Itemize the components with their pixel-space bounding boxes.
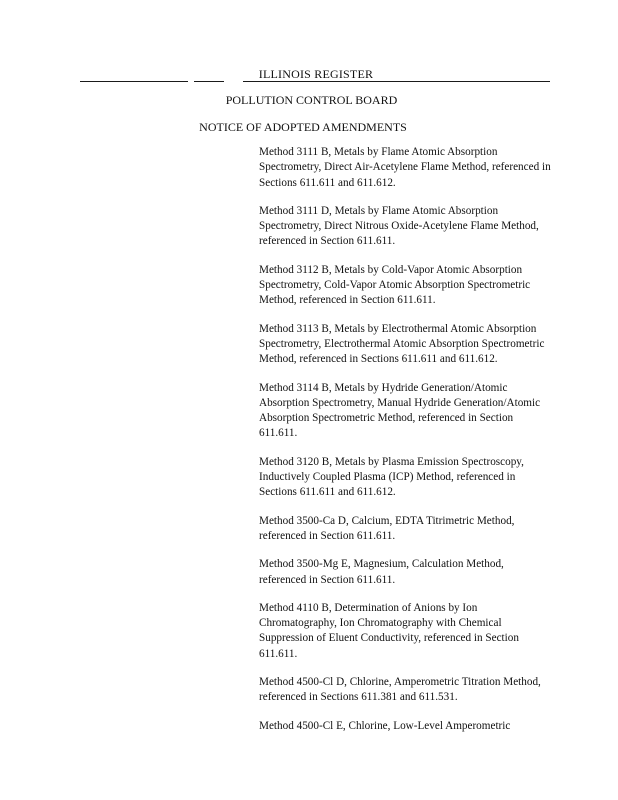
method-entry: Method 3500-Ca D, Calcium, EDTA Titrimetric Method, referenced in Section 611.611. bbox=[259, 514, 515, 542]
method-entry: Method 4500-Cl D, Chlorine, Amperometric Titration Method, referenced in Sections 611.381 and 611.531. bbox=[259, 676, 541, 704]
method-entry: Method 3112 B, Metals by Cold-Vapor Atomic Absorption Spectrometry, Cold-Vapor Atomic Absorption Spectrometric Method, referenced in Section 611.611. bbox=[259, 263, 531, 307]
agency-name: POLLUTION CONTROL BOARD bbox=[225, 93, 398, 107]
method-entry: Method 3111 D, Metals by Flame Atomic Absorption Spectrometry, Direct Nitrous Oxide-Acetylene Flame Method, referenced in Section 611.611. bbox=[259, 204, 539, 248]
method-list bbox=[259, 145, 551, 747]
method-entry: Method 4110 B, Determination of Anions by Ion Chromatography, Ion Chromatography with Chemical Suppression of Eluent Conductivity, referenced in Section 611.611. bbox=[259, 601, 519, 660]
method-entry: Method 3120 B, Metals by Plasma Emission Spectroscopy, Inductively Coupled Plasma (ICP) Method, referenced in Sections 611.611 and 611.612. bbox=[259, 455, 524, 499]
method-entry: Method 3500-Mg E, Magnesium, Calculation Method, referenced in Section 611.611. bbox=[259, 558, 504, 586]
method-entry: Method 3111 B, Metals by Flame Atomic Absorption Spectrometry, Direct Air-Acetylene Flame Method, referenced in Sections 611.611 and 611.612. bbox=[259, 146, 551, 189]
register-title: ILLINOIS REGISTER bbox=[258, 67, 374, 81]
method-entry: Method 3114 B, Metals by Hydride Generation/Atomic Absorption Spectrometry, Manual Hydride Generation/Atomic Absorption Spectrometric Method, referenced in Section 611.611. bbox=[259, 381, 541, 440]
method-entry: Method 3113 B, Metals by Electrothermal Atomic Absorption Spectrometry, Electrothermal Atomic Absorption Spectrometric Method, referenced in Sections 611.611 and 611.612. bbox=[259, 322, 545, 366]
notice-heading: NOTICE OF ADOPTED AMENDMENTS bbox=[199, 120, 407, 134]
method-entry: Method 4500-Cl E, Chlorine, Low-Level Amperometric bbox=[259, 719, 511, 732]
